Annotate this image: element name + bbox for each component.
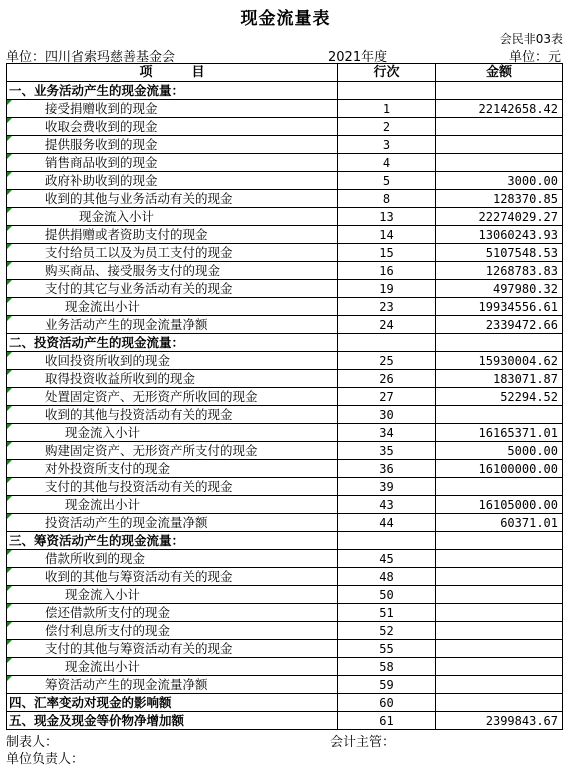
row-item-label: 收到的其他与投资活动有关的现金 xyxy=(45,406,233,422)
row-amount xyxy=(436,586,563,604)
cell-marker-icon xyxy=(7,262,12,267)
row-item xyxy=(7,550,338,568)
row-line-number: 51 xyxy=(338,604,436,622)
row-amount: 22274029.27 xyxy=(436,208,563,226)
row-amount: 128370.85 xyxy=(436,190,563,208)
row-item xyxy=(7,208,338,226)
table-row xyxy=(7,298,563,316)
row-amount: 5000.00 xyxy=(436,442,563,460)
row-item-label: 销售商品收到的现金 xyxy=(45,154,158,170)
row-amount: 183071.87 xyxy=(436,370,563,388)
row-amount: 19934556.61 xyxy=(436,298,563,316)
row-item xyxy=(7,640,338,658)
row-item-label: 对外投资所支付的现金 xyxy=(45,460,171,476)
preparer-label: 制表人： xyxy=(6,735,59,750)
cell-marker-icon xyxy=(7,226,12,231)
row-item-label: 现金流出小计 xyxy=(65,298,141,314)
row-line-number: 26 xyxy=(338,370,436,388)
row-line-number xyxy=(338,82,436,100)
row-line-number: 44 xyxy=(338,514,436,532)
table-header-row xyxy=(7,64,563,82)
row-item xyxy=(7,136,338,154)
row-item xyxy=(7,118,338,136)
table-row xyxy=(7,406,563,424)
row-item xyxy=(7,568,338,586)
row-item xyxy=(7,154,338,172)
row-item-label: 支付的其它与业务活动有关的现金 xyxy=(45,280,233,296)
row-line-number: 30 xyxy=(338,406,436,424)
cell-marker-icon xyxy=(7,100,12,105)
row-item-label: 现金流出小计 xyxy=(65,496,141,512)
cell-marker-icon xyxy=(7,676,12,681)
table-row xyxy=(7,280,563,298)
row-line-number xyxy=(338,334,436,352)
table-row xyxy=(7,244,563,262)
row-amount xyxy=(436,118,563,136)
row-line-number: 14 xyxy=(338,226,436,244)
row-item-label: 取得投资收益所收到的现金 xyxy=(45,370,196,386)
table-row xyxy=(7,316,563,334)
table-row xyxy=(7,208,563,226)
row-item-label: 现金流出小计 xyxy=(65,658,141,674)
row-line-number: 61 xyxy=(338,712,436,730)
row-amount xyxy=(436,550,563,568)
table-row xyxy=(7,496,563,514)
row-line-number: 48 xyxy=(338,568,436,586)
row-line-number: 60 xyxy=(338,694,436,712)
row-item-label: 收取会费收到的现金 xyxy=(45,118,158,134)
table-row xyxy=(7,460,563,478)
row-item xyxy=(7,460,338,478)
row-line-number: 2 xyxy=(338,118,436,136)
cell-marker-icon xyxy=(7,298,12,303)
row-item-label: 偿还借款所支付的现金 xyxy=(45,604,171,620)
row-item-label: 接受捐赠收到的现金 xyxy=(45,100,158,116)
cell-marker-icon xyxy=(7,370,12,375)
table-row xyxy=(7,424,563,442)
cell-marker-icon xyxy=(7,622,12,627)
row-item-label: 现金流入小计 xyxy=(65,586,141,602)
row-line-number: 16 xyxy=(338,262,436,280)
row-item xyxy=(7,172,338,190)
cell-marker-icon xyxy=(7,424,12,429)
row-item xyxy=(7,388,338,406)
row-item xyxy=(7,244,338,262)
row-item xyxy=(7,370,338,388)
row-amount: 13060243.93 xyxy=(436,226,563,244)
row-amount xyxy=(436,334,563,352)
row-line-number: 4 xyxy=(338,154,436,172)
row-line-number: 23 xyxy=(338,298,436,316)
table-row xyxy=(7,352,563,370)
row-line-number: 58 xyxy=(338,658,436,676)
row-item-label: 购买商品、接受服务支付的现金 xyxy=(45,262,221,278)
row-line-number: 24 xyxy=(338,316,436,334)
table-row xyxy=(7,622,563,640)
row-line-number: 25 xyxy=(338,352,436,370)
row-amount: 2339472.66 xyxy=(436,316,563,334)
row-amount: 1268783.83 xyxy=(436,262,563,280)
cell-marker-icon xyxy=(7,406,12,411)
row-amount xyxy=(436,82,563,100)
unit-currency: 单位：元 xyxy=(508,50,561,65)
cell-marker-icon xyxy=(7,280,12,285)
row-amount: 16105000.00 xyxy=(436,496,563,514)
row-item xyxy=(7,298,338,316)
cell-marker-icon xyxy=(7,460,12,465)
row-item-label: 政府补助收到的现金 xyxy=(45,172,158,188)
row-item xyxy=(7,478,338,496)
row-line-number: 5 xyxy=(338,172,436,190)
row-item-label: 处置固定资产、无形资产所收回的现金 xyxy=(45,388,258,404)
form-code: 会民非03表 xyxy=(499,32,563,46)
table-row xyxy=(7,226,563,244)
row-item xyxy=(7,280,338,298)
row-item-label: 支付的其他与筹资活动有关的现金 xyxy=(45,640,233,656)
row-amount: 60371.01 xyxy=(436,514,563,532)
header-line: 行次 xyxy=(338,64,436,82)
row-amount xyxy=(436,136,563,154)
header-amount: 金额 xyxy=(436,64,563,82)
row-item xyxy=(7,316,338,334)
row-item xyxy=(7,532,338,550)
row-item-label: 筹资活动产生的现金流量净额 xyxy=(45,676,208,692)
row-line-number: 27 xyxy=(338,388,436,406)
table-row xyxy=(7,478,563,496)
unit-org: 单位：四川省索玛慈善基金会 xyxy=(6,50,176,65)
row-line-number: 55 xyxy=(338,640,436,658)
cell-marker-icon xyxy=(7,154,12,159)
row-item xyxy=(7,226,338,244)
row-line-number: 19 xyxy=(338,280,436,298)
cell-marker-icon xyxy=(7,496,12,501)
row-amount xyxy=(436,658,563,676)
table-row xyxy=(7,136,563,154)
cell-marker-icon xyxy=(7,208,12,213)
row-amount: 16165371.01 xyxy=(436,424,563,442)
row-item-label: 支付给员工以及为员工支付的现金 xyxy=(45,244,233,260)
table-row xyxy=(7,658,563,676)
row-line-number: 13 xyxy=(338,208,436,226)
row-amount: 2399843.67 xyxy=(436,712,563,730)
row-item-label: 现金流入小计 xyxy=(79,208,155,224)
header-item: 项 目 xyxy=(7,64,338,82)
report-header-line xyxy=(6,46,561,65)
table-row xyxy=(7,100,563,118)
cell-marker-icon xyxy=(7,586,12,591)
row-amount: 22142658.42 xyxy=(436,100,563,118)
row-line-number xyxy=(338,532,436,550)
row-line-number: 52 xyxy=(338,622,436,640)
row-line-number: 15 xyxy=(338,244,436,262)
row-line-number: 50 xyxy=(338,586,436,604)
cell-marker-icon xyxy=(7,604,12,609)
table-row xyxy=(7,370,563,388)
cell-marker-icon xyxy=(7,478,12,483)
table-row xyxy=(7,640,563,658)
row-item xyxy=(7,712,338,730)
row-item xyxy=(7,604,338,622)
row-line-number: 45 xyxy=(338,550,436,568)
table-row xyxy=(7,334,563,352)
row-item xyxy=(7,190,338,208)
row-line-number: 8 xyxy=(338,190,436,208)
row-line-number: 59 xyxy=(338,676,436,694)
row-item xyxy=(7,676,338,694)
head-label: 单位负责人： xyxy=(6,752,85,767)
row-amount xyxy=(436,694,563,712)
row-amount xyxy=(436,406,563,424)
row-line-number: 36 xyxy=(338,460,436,478)
cell-marker-icon xyxy=(7,442,12,447)
cell-marker-icon xyxy=(7,172,12,177)
row-line-number: 1 xyxy=(338,100,436,118)
row-amount: 15930004.62 xyxy=(436,352,563,370)
table-row xyxy=(7,388,563,406)
table-row xyxy=(7,676,563,694)
table-row xyxy=(7,514,563,532)
row-item xyxy=(7,352,338,370)
cell-marker-icon xyxy=(7,190,12,195)
table-row xyxy=(7,82,563,100)
cell-marker-icon xyxy=(7,316,12,321)
cell-marker-icon xyxy=(7,640,12,645)
row-item-label: 偿付利息所支付的现金 xyxy=(45,622,171,638)
row-line-number: 3 xyxy=(338,136,436,154)
row-item-label: 支付的其他与投资活动有关的现金 xyxy=(45,478,233,494)
table-row xyxy=(7,190,563,208)
table-row xyxy=(7,118,563,136)
cash-flow-table xyxy=(6,63,563,730)
report-title: 现金流量表 xyxy=(240,9,331,29)
row-amount xyxy=(436,604,563,622)
row-line-number: 43 xyxy=(338,496,436,514)
table-row xyxy=(7,694,563,712)
table-row xyxy=(7,172,563,190)
row-item-label: 业务活动产生的现金流量净额 xyxy=(45,316,208,332)
row-amount: 3000.00 xyxy=(436,172,563,190)
row-item xyxy=(7,658,338,676)
row-line-number: 35 xyxy=(338,442,436,460)
row-item xyxy=(7,82,338,100)
table-row xyxy=(7,586,563,604)
row-amount xyxy=(436,640,563,658)
row-item xyxy=(7,100,338,118)
cell-marker-icon xyxy=(7,658,12,663)
cell-marker-icon xyxy=(7,514,12,519)
row-item-label: 收回投资所收到的现金 xyxy=(45,352,171,368)
table-row xyxy=(7,532,563,550)
row-item xyxy=(7,496,338,514)
row-amount: 52294.52 xyxy=(436,388,563,406)
cell-marker-icon xyxy=(7,118,12,123)
cell-marker-icon xyxy=(7,568,12,573)
row-item xyxy=(7,406,338,424)
row-item-label: 二、投资活动产生的现金流量： xyxy=(9,334,185,350)
row-item-label: 购建固定资产、无形资产所支付的现金 xyxy=(45,442,258,458)
row-line-number: 39 xyxy=(338,478,436,496)
row-item-label: 投资活动产生的现金流量净额 xyxy=(45,514,208,530)
row-item xyxy=(7,334,338,352)
table-row xyxy=(7,712,563,730)
row-item-label: 一、业务活动产生的现金流量： xyxy=(9,82,185,98)
table-row xyxy=(7,442,563,460)
row-amount xyxy=(436,622,563,640)
row-item-label: 收到的其他与筹资活动有关的现金 xyxy=(45,568,233,584)
row-amount xyxy=(436,154,563,172)
row-item-label: 提供服务收到的现金 xyxy=(45,136,158,152)
row-item xyxy=(7,586,338,604)
row-amount xyxy=(436,676,563,694)
row-amount: 5107548.53 xyxy=(436,244,563,262)
cell-marker-icon xyxy=(7,550,12,555)
cell-marker-icon xyxy=(7,244,12,249)
row-item-label: 五、现金及现金等价物净增加额 xyxy=(9,712,185,728)
cell-marker-icon xyxy=(7,388,12,393)
row-item-label: 三、筹资活动产生的现金流量： xyxy=(9,532,185,548)
report-year: 2021年度 xyxy=(328,50,388,65)
row-item-label: 四、汇率变动对现金的影响额 xyxy=(9,694,172,710)
row-item xyxy=(7,694,338,712)
table-row xyxy=(7,568,563,586)
row-item xyxy=(7,622,338,640)
row-item xyxy=(7,442,338,460)
row-item xyxy=(7,514,338,532)
cell-marker-icon xyxy=(7,352,12,357)
row-item-label: 借款所收到的现金 xyxy=(45,550,146,566)
row-amount xyxy=(436,532,563,550)
row-amount: 497980.32 xyxy=(436,280,563,298)
row-item-label: 现金流入小计 xyxy=(65,424,141,440)
row-item-label: 提供捐赠或者资助支付的现金 xyxy=(45,226,208,242)
row-line-number: 34 xyxy=(338,424,436,442)
row-item xyxy=(7,262,338,280)
row-amount xyxy=(436,478,563,496)
table-row xyxy=(7,550,563,568)
row-item xyxy=(7,424,338,442)
cell-marker-icon xyxy=(7,136,12,141)
table-row xyxy=(7,262,563,280)
row-amount: 16100000.00 xyxy=(436,460,563,478)
accountant-label: 会计主管： xyxy=(330,735,396,750)
table-row xyxy=(7,154,563,172)
table-row xyxy=(7,604,563,622)
row-item-label: 收到的其他与业务活动有关的现金 xyxy=(45,190,233,206)
row-amount xyxy=(436,568,563,586)
